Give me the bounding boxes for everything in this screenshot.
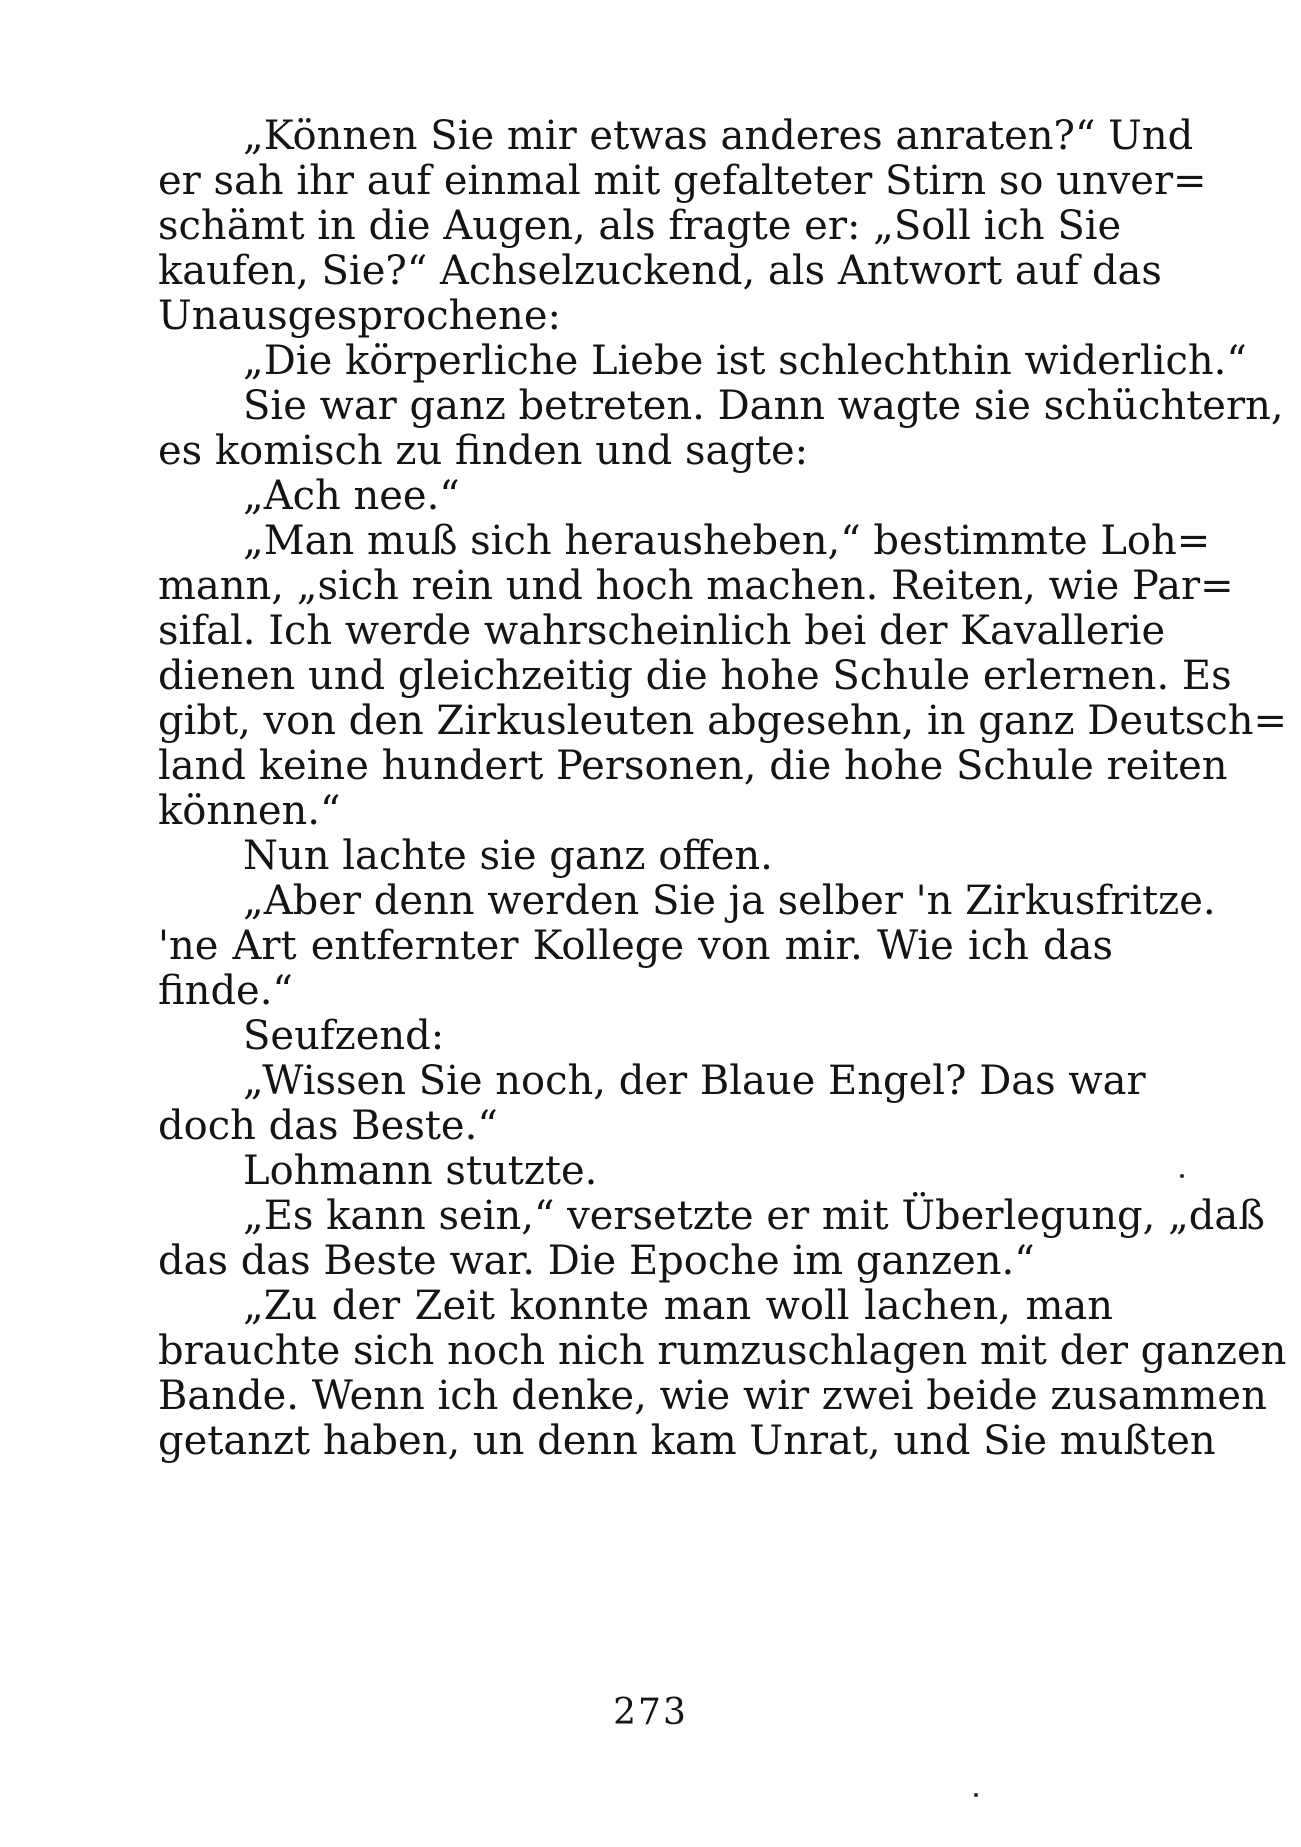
text-line: gibt, von den Zirkusleuten abgesehn, in ganz Deutsch= [158,698,1288,744]
text-line: getanzt haben, un denn kam Unrat, und Sie mußten [158,1418,1216,1464]
paper-speck [974,1793,978,1797]
text-line: sifal. Ich werde wahrscheinlich bei der Kavallerie [158,608,1166,654]
page-number: 273 [613,1692,688,1733]
text-line: Nun lachte sie ganz offen. [243,833,773,879]
text-line: „Aber denn werden Sie ja selber 'n Zirkusfritze. [243,878,1216,924]
text-line: „Wissen Sie noch, der Blaue Engel? Das war [243,1058,1146,1104]
text-line: finde.“ [158,968,293,1014]
text-line: Bande. Wenn ich denke, wie wir zwei beide zusammen [158,1373,1267,1419]
text-line: Sie war ganz betreten. Dann wagte sie schüchtern, [243,383,1284,429]
text-line: Unausgesprochene: [158,293,561,339]
text-line: 'ne Art entfernter Kollege von mir. Wie ich das [158,923,1113,969]
text-line: „Zu der Zeit konnte man woll lachen, man [243,1283,1113,1329]
text-line: mann, „sich rein und hoch machen. Reiten, wie Par= [158,563,1234,609]
text-line: er sah ihr auf einmal mit gefalteter Stirn so unver= [158,158,1207,204]
text-line: Lohmann stutzte. [243,1148,598,1194]
text-line: „Können Sie mir etwas anderes anraten?“ Und [243,113,1194,159]
text-line: „Ach nee.“ [243,473,460,519]
text-line: „Es kann sein,“ versetzte er mit Überlegung, „daß [243,1193,1265,1239]
text-line: kaufen, Sie?“ Achselzuckend, als Antwort auf das [158,248,1162,294]
text-line: brauchte sich noch nich rumzuschlagen mit der ganzen [158,1328,1287,1374]
text-line: land keine hundert Personen, die hohe Schule reiten [158,743,1228,789]
text-line: „Die körperliche Liebe ist schlechthin widerlich.“ [243,338,1247,384]
text-line: es komisch zu finden und sagte: [158,428,809,474]
text-line: doch das Beste.“ [158,1103,498,1149]
text-line: schämt in die Augen, als fragte er: „Soll ich Sie [158,203,1122,249]
paper-speck [1180,1174,1184,1178]
text-line: Seufzend: [243,1013,445,1059]
text-line: dienen und gleichzeitig die hohe Schule erlernen. Es [158,653,1232,699]
text-line: „Man muß sich herausheben,“ bestimmte Loh= [243,518,1211,564]
text-line: können.“ [158,788,341,834]
text-line: das das Beste war. Die Epoche im ganzen.“ [158,1238,1035,1284]
